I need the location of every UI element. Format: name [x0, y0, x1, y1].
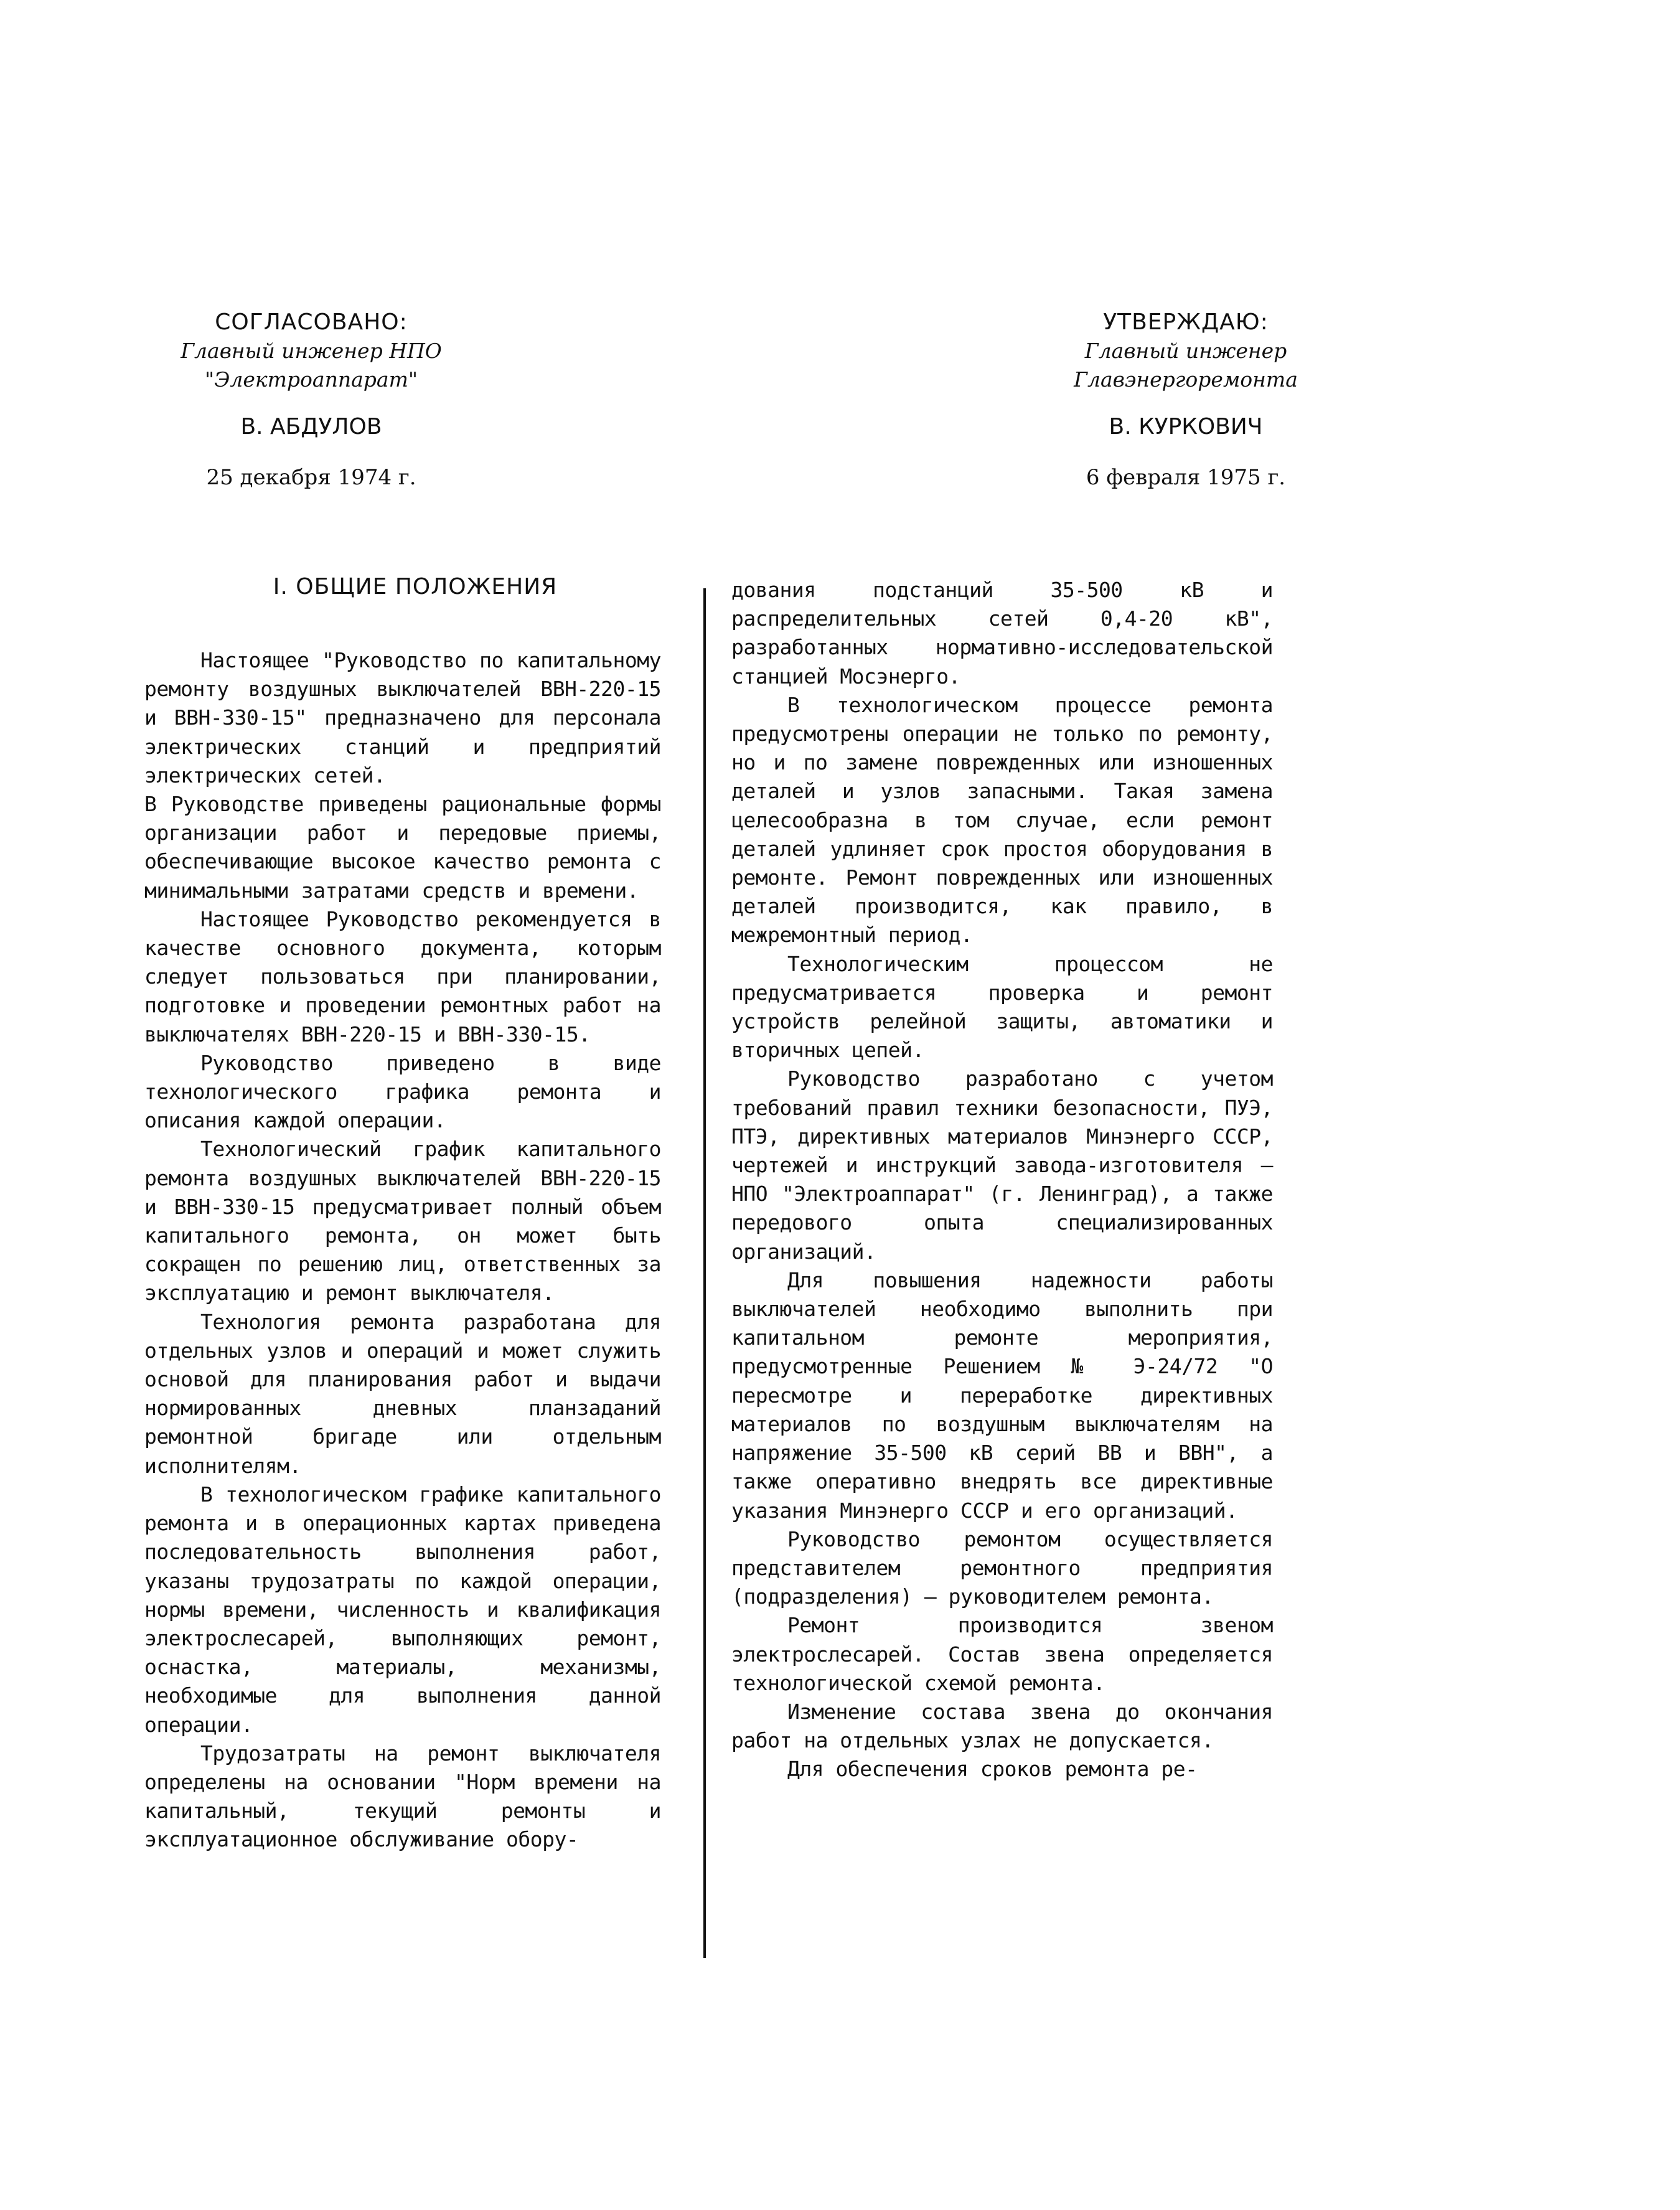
approved-signatory: В. КУРКОВИЧ: [1109, 414, 1263, 440]
paragraph: Для повышения надежности работы выключателей необходимо выполнить при капитальном ремонте мероприятия, предусмотренные Решением № Э-24/72 "О пересмотре и переработке директивных материалов по воздушным выключателям на напряжение 35-500 кВ серий ВВ и ВВН", а также оперативно внедрять все директивные указания Минэнерго СССР и его организаций.: [731, 1267, 1273, 1523]
approved-position: Главный инженер: [1084, 339, 1287, 363]
left-text-column: [144, 573, 661, 1855]
paragraph: Трудозатраты на ремонт выключателя определены на основании "Норм времени на капитальный, текущий ремонты и эксплуатационное обслуживание обору-: [144, 1741, 661, 1852]
paragraph: Настоящее "Руководство по капитальному ремонту воздушных выключателей ВВН-220-15 и ВВН-330-15" предназначено для персонала электрических станций и предприятий электрических сетей.: [144, 648, 661, 788]
paragraph: В Руководстве приведены рациональные формы организации работ и передовые приемы, обеспечивающие высокое качество ремонта с минимальными затратами средств и времени.: [144, 792, 661, 903]
paragraph: Технология ремонта разработана для отдельных узлов и операций и может служить основой для планирования работ и выдачи нормированных дневных планзаданий ремонтной бригаде или отдельным исполнителям.: [144, 1309, 661, 1478]
agreed-block: [137, 308, 486, 492]
agreed-signatory: В. АБДУЛОВ: [240, 414, 382, 440]
paragraph: Технологическим процессом не предусматривается проверка и ремонт устройств релейной защиты, автоматики и вторичных цепей.: [731, 951, 1273, 1063]
agreed-organization: "Электроаппарат": [204, 367, 418, 392]
right-text-column: [731, 576, 1273, 1784]
paragraph: Ремонт производится звеном электрослесарей. Состав звена определяется технологической схемой ремонта.: [731, 1613, 1273, 1695]
paragraph: Руководство приведено в виде технологического графика ремонта и описания каждой операции.: [144, 1050, 661, 1133]
agreed-date: 25 декабря 1974 г.: [206, 465, 416, 490]
paragraph: Настоящее Руководство рекомендуется в качестве основного документа, которым следует пользоваться при планировании, подготовке и проведении ремонтных работ на выключателях ВВН-220-15 и ВВН-330-15.: [144, 906, 661, 1046]
paragraph: Руководство разработано с учетом требований правил техники безопасности, ПУЭ, ПТЭ, директивных материалов Минэнерго СССР, чертежей и инструкций завода-изготовителя — НПО "Электроаппарат" (г. Ленинград), а также передового опыта специализированных организаций.: [731, 1066, 1273, 1264]
approved-date: 6 февраля 1975 г.: [1086, 465, 1286, 490]
approved-organization: Главэнергоремонта: [1074, 367, 1298, 392]
paragraph: Руководство ремонтом осуществляется представителем ремонтного предприятия (подразделения) — руководителем ремонта.: [731, 1526, 1273, 1609]
agreed-position: Главный инженер НПО: [181, 339, 442, 363]
paragraph: Изменение состава звена до окончания работ на отдельных узлах не допускается.: [731, 1699, 1273, 1753]
section-title: I. ОБЩИЕ ПОЛОЖЕНИЯ: [273, 574, 558, 600]
approved-heading: УТВЕРЖДАЮ:: [1103, 309, 1269, 335]
column-divider: [703, 588, 706, 1958]
paragraph: Для обеспечения сроков ремонта ре-: [787, 1757, 1198, 1782]
paragraph: Технологический график капитального ремонта воздушных выключателей ВВН-220-15 и ВВН-330-15 предусматривает полный объем капитального ремонта, он может быть сокращен по решению лиц, ответственных за эксплуатацию и ремонт выключателя.: [144, 1137, 661, 1305]
approved-block: [1011, 308, 1360, 492]
paragraph: В технологическом графике капитального ремонта и в операционных картах приведена последовательность выполнения работ, указаны трудозатраты по каждой операции, нормы времени, численность и квалификация электрослесарей, выполняющих ремонт, оснастка, материалы, механизмы, необходимые для выполнения данной операции.: [144, 1482, 661, 1737]
paragraph: дования подстанций 35-500 кВ и распределительных сетей 0,4-20 кВ", разработанных нормативно-исследовательской станцией Мосэнерго.: [731, 578, 1273, 689]
paragraph: В технологическом процессе ремонта предусмотрены операции не только по ремонту, но и по замене поврежденных или изношенных деталей и узлов запасными. Такая замена целесообразна в том случае, если ремонт деталей удлиняет срок простоя оборудования в ремонте. Ремонт поврежденных или изношенных деталей производится, как правило, в межремонтный период.: [731, 692, 1273, 947]
agreed-heading: СОГЛАСОВАНО:: [215, 309, 408, 335]
